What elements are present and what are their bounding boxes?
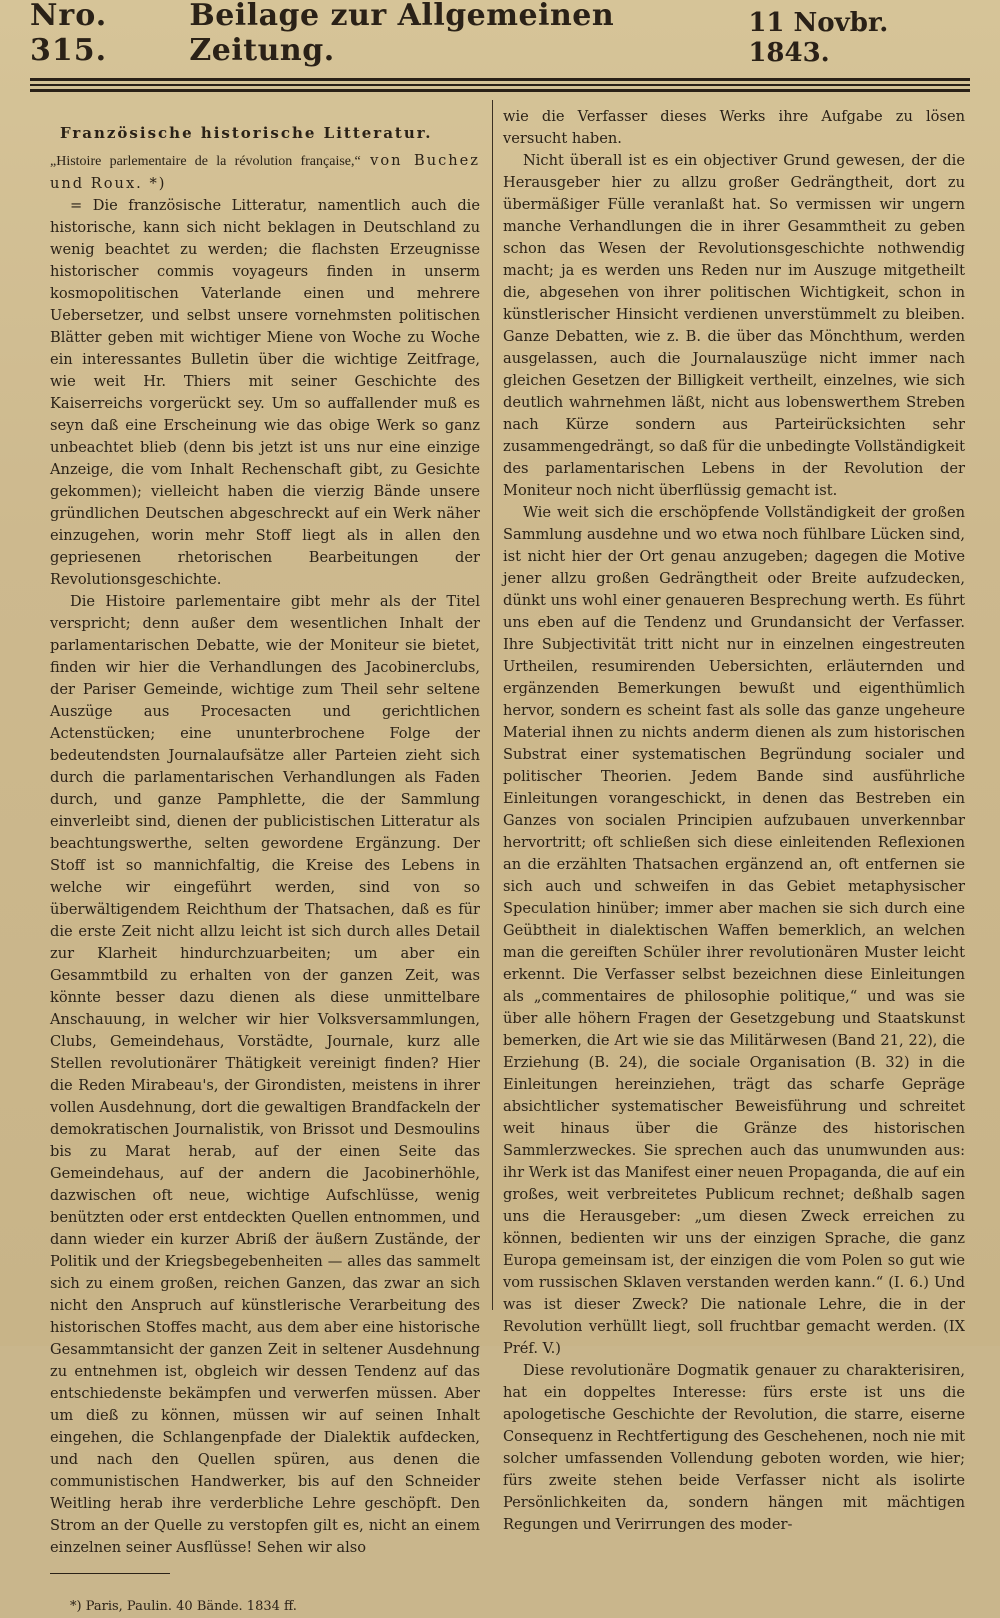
subtitle-authors: von Buchez und Roux. *) [50,152,481,192]
newspaper-title: Beilage zur Allgemeinen Zeitung. [189,0,615,68]
paragraph: Nicht überall ist es ein objectiver Grund gewesen, der die Herausgeber hier zu allzu großer Gedrängtheit, dort zu übermäßiger Fülle veranlaßt hat. So vermissen wir ungern manche Verhandlungen die in ihrer Gesammtheit zu geben schon das Wesen der Revolutionsgeschichte nothwendig macht; ja es werden uns Reden nur im Auszuge mitgetheilt die, abgesehen von ihrer politischen Wichtigkeit, schon in künstlerischer Hinsicht verdienen unverstümmelt zu bleiben. Ganze Debatten, wie z. B. die über das Mönchthum, werden ausgelassen, auch die Journalauszüge nicht immer nach gleichen Gesetzen der Billigkeit vertheilt, einzelnes, wie sich deutlich wahrnehmen läßt, nicht aus lobenswerthem Streben nach Kürze sondern aus Parteirücksichten sehr zusammengedrängt, so daß für die unbedingte Vollständigkeit des parlamentarischen Lebens in der Revolution der Moniteur noch nicht überflüssig gemacht ist. [503,152,965,499]
right-column [503,106,965,1533]
paragraph: Wie weit sich die erschöpfende Vollständigkeit der großen Sammlung ausdehne und wo etwa noch fühlbare Lücken sind, ist nicht hier der Ort genau anzugeben; dagegen die Motive jener allzu großen Gedrängtheit oder Breite aufzudecken, dünkt uns wohl einer genaueren Besprechung werth. Es führt uns eben auf die Tendenz und Grundansicht der Verfasser. Ihre Subjectivität tritt nicht nur in einzelnen eingestreuten Urtheilen, resumirenden Uebersichten, erläuternden und ergänzenden Bemerkungen bewußt und eigenthümlich hervor, sondern es scheint fast als solle das ganze ungeheure Material ihnen zu nichts anderm dienen als zum historischen Substrat einer systematischen Begründung socialer und politischer Theorien. Jedem Bande sind ausführliche Einleitungen vorangeschickt, in denen das Bestreben ein Ganzes von socialen Principien aufzubauen unverkennbar hervortritt; oft schließen sich diese einleitenden Reflexionen an die erzählten Thatsachen ergänzend an, oft entfernen sie sich auch und schweifen in das Gebiet metaphysischer Speculation hinüber; immer aber machen sie sich durch eine Geübtheit in dialektischen Waffen bemerklich, an welchen man die gereiften Schüler ihrer revolutionären Muster leicht erkennt. Die Verfasser selbst bezeichnen diese Einleitungen als „commentaires de philosophie politique,“ und was sie über alle höhern Fragen der Gesetzgebung und Staatskunst bemerken, die Art wie sie das Militärwesen (Band 21, 22), die Erziehung (B. 24), die sociale Organisation (B. 32) in die Einleitungen hereinziehen, trägt das scharfe Gepräge absichtlicher systematischer Beweisführung und schreitet weit hinaus über die Gränze des historischen Sammlerzweckes. Sie sprechen auch das unumwunden aus: ihr Werk ist das Manifest einer neuen Propaganda, die auf ein großes, weit verbreitetes Publicum rechnet; deßhalb sagen uns die Herausgeber: „um diesen Zweck erreichen zu können, bedienten wir uns der einzigen Sprache, die ganz Europa gemeinsam ist, der einzigen die vom Polen so gut wie vom russischen Sklaven verstanden werden kann.“ (I. 6.) Und was ist dieser Zweck? Die nationale Lehre, die in der Revolution verhüllt liegt, soll fruchtbar gemacht werden. (IX Préf. V.) [503,504,965,1357]
article-heading: Französische historische Litteratur. [60,124,433,142]
masthead-rule [30,78,970,92]
column-divider [492,100,493,1310]
footnote-rule [50,1573,170,1574]
paragraph: = Die französische Litteratur, namentlich auch die historische, kann sich nicht beklagen in Deutschland zu wenig beachtet zu werden; die flachsten Erzeugnisse historischer commis voyageurs finden in unserm kosmopolitischen Vaterlande einen und mehrere Uebersetzer, und selbst unsere vornehmsten politischen Blätter geben mit wichtiger Miene von Woche zu Woche ein interessantes Bulletin über die wichtige Zeitfrage, wie weit Hr. Thiers mit seiner Geschichte des Kaiserreichs vorgerückt sey. Um so auffallender muß es seyn daß eine Erscheinung wie das obige Werk so ganz unbeachtet blieb (denn bis jetzt ist uns nur eine einzige Anzeige, die vom Inhalt Rechenschaft gibt, zu Gesichte gekommen); vielleicht haben die vierzig Bände unsere gründlichen Deutschen abgeschreckt auf ein Werk näher einzugehen, worin mehr Stoff liegt als in allen den gepriesenen rhetorischen Bearbeitungen der Revolutionsgeschichte. [50,197,480,588]
issue-number: Nro. 315. [30,0,108,68]
paragraph: wie die Verfasser dieses Werks ihre Aufgabe zu lösen versucht haben. [503,108,965,147]
subtitle-french: „Histoire parlementaire de la révolution française,“ [50,154,361,169]
paragraph: Die Histoire parlementaire gibt mehr als der Titel verspricht; denn außer dem wesentlichen Inhalt der parlamentarischen Debatte, wie der Moniteur sie bietet, finden wir hier die Verhandlungen des Jacobinerclubs, der Pariser Gemeinde, wichtige zum Theil sehr seltene Auszüge aus Procesacten und gerichtlichen Actenstücken; eine ununterbrochene Folge der bedeutendsten Journalaufsätze aller Parteien zieht sich durch die parlamentarischen Verhandlungen als Faden durch, und ganze Pamphlette, die der Sammlung einverleibt sind, dienen der publicistischen Litteratur als beachtungswerthe, selten gewordene Ergänzung. Der Stoff ist so mannichfaltig, die Kreise des Lebens in welche wir eingeführt werden, sind von so überwältigendem Reichthum der Thatsachen, daß es für die erste Zeit nicht allzu leicht ist sich durch alles Detail zur Klarheit hindurchzuarbeiten; um aber ein Gesammtbild zu erhalten von der ganzen Zeit, was könnte besser dazu dienen als diese unmittelbare Anschauung, in welcher wir hier Volksversammlungen, Clubs, Gemeindehaus, Vorstädte, Journale, kurz alle Stellen revolutionärer Thätigkeit vereinigt finden? Hier die Reden Mirabeau's, der Girondisten, meistens in ihrer vollen Ausdehnung, dort die gewaltigen Brandfackeln der demokratischen Journalistik, von Brissot und Desmoulins bis zu Marat herab, auf der einen Seite das Gemeindehaus, auf der andern die Jacobinerhöhle, dazwischen oft neue, wichtige Aufschlüsse, wenig benützten oder erst entdeckten Quellen entnommen, und dann wieder ein kurzer Abriß der äußern Zustände, der Politik und der Kriegsbegebenheiten — alles das sammelt sich zu einem großen, reichen Ganzen, das zwar an sich nicht den Anspruch auf künstlerische Verarbeitung des historischen Stoffes macht, aus dem aber eine historische Gesammtansicht der ganzen Zeit in seltener Ausdehnung zu entnehmen ist, obgleich wir dessen Tendenz auf das entschiedenste bekämpfen und verwerfen müssen. Aber um dieß zu können, müssen wir auf seinen Inhalt eingehen, die Schlangenpfade der Dialektik aufdecken, und nach den Quellen spüren, aus denen die communistischen Handwerker, bis auf den Schneider Weitling herab ihre verderbliche Lehre geschöpft. Den Strom an der Quelle zu verstopfen gilt es, nicht an einem einzelnen seiner Ausflüsse! Sehen wir also [50,593,480,1556]
footnote: *) Paris, Paulin. 40 Bände. 1834 ff. [70,1599,297,1614]
masthead [30,0,970,68]
article-subtitle [50,150,480,195]
issue-date: 11 Novbr. 1843. [748,8,889,68]
paragraph: Diese revolutionäre Dogmatik genauer zu charakterisiren, hat ein doppeltes Interesse: fürs erste ist uns die apologetische Geschichte der Revolution, die starre, eiserne Consequenz in Rechtfertigung des Geschehenen, noch nie mit solcher umfassenden Vollendung geboten worden, wie hier; fürs zweite stehen beide Verfasser nicht als isolirte Persönlichkeiten da, sondern hängen mit mächtigen Regungen und Verirrungen des moder- [503,1362,965,1533]
left-column [50,106,481,1614]
